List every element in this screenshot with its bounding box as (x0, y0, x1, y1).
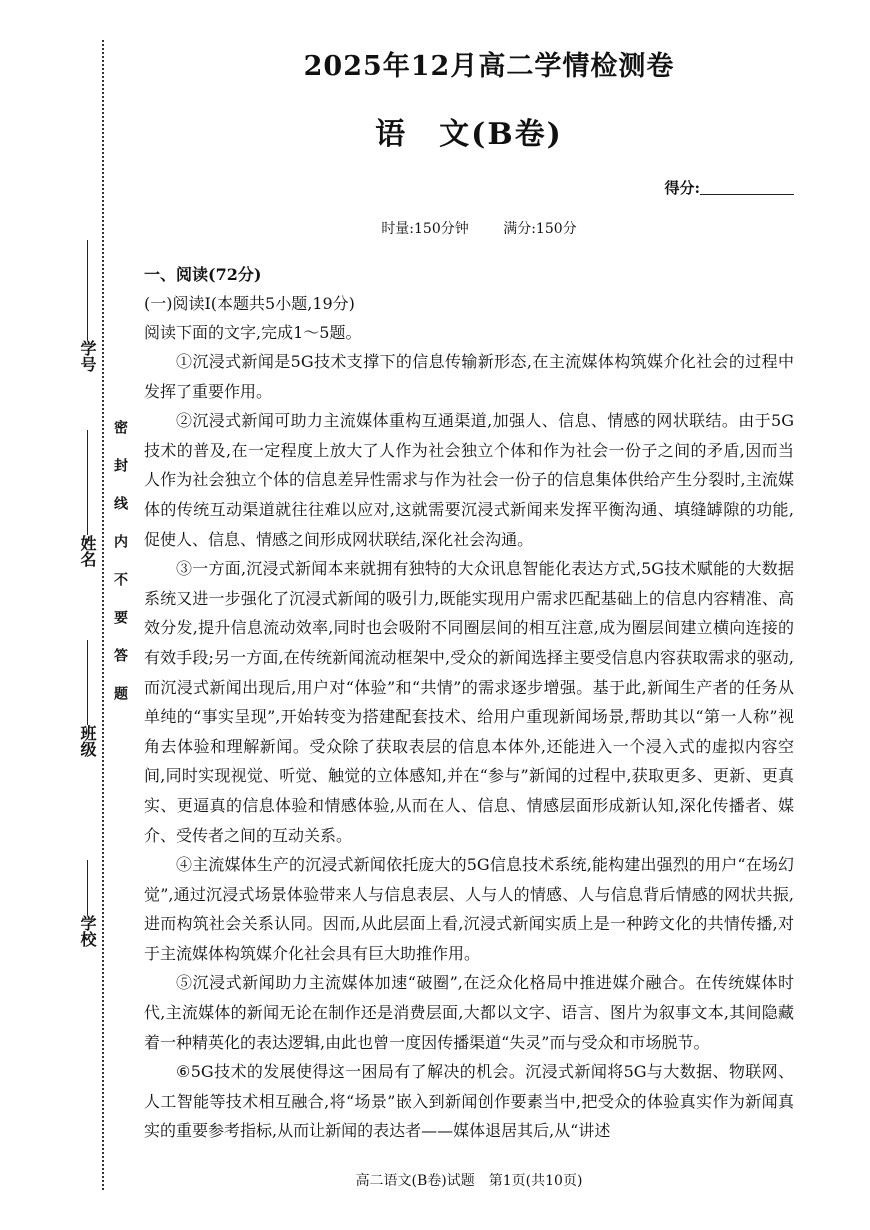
paragraph: ⑤沉浸式新闻助力主流媒体加速“破圈”,在泛众化格局中推进媒介融合。在传统媒体时代,主流媒体的新闻无论在制作还是消费层面,大都以文字、语言、图片为叙事文本,其间隐藏着一种精英化的表达逻辑,由此也曾一度因传播渠道“失灵”而与受众和市场脱节。 (144, 973, 794, 1052)
paragraph: ②沉浸式新闻可助力主流媒体重构互通渠道,加强人、信息、情感的网状联结。由于5G技术的普及,在一定程度上放大了人作为社会独立个体和作为社会一份子之间的矛盾,因而当人作为社会独立个体的信息差异性需求与作为社会一份子的信息集体供给产生分裂时,主流媒体的传统互动渠道就往往难以应对,这就需要沉浸式新闻来发挥平衡沟通、填缝罅隙的功能,促使人、信息、情感之间形成网状联结,深化社会沟通。 (144, 411, 794, 549)
exam-page (144, 44, 794, 1146)
exam-info (144, 218, 794, 238)
binding-margin (0, 0, 140, 1230)
time-limit: 时量:150分钟 (381, 221, 469, 237)
part-title: 一、阅读(72分) (144, 265, 262, 284)
student-number-blank[interactable] (87, 240, 88, 340)
sub-title: (一)阅读Ⅰ(本题共5小题,19分) (144, 294, 355, 313)
score-blank[interactable] (700, 194, 794, 195)
name-label: 姓名 (78, 535, 97, 567)
school-field[interactable] (78, 860, 96, 947)
class-field[interactable] (78, 640, 96, 757)
paragraph: ④主流媒体生产的沉浸式新闻依托庞大的5G信息技术系统,能构建出强烈的用户“在场幻觉”,通过沉浸式场景体验带来人与信息表层、人与人的情感、人与信息背后情感的网状共振,进而构筑社会关系认同。因而,从此层面上看,沉浸式新闻实质上是一种跨文化的共情传播,对于主流媒体构筑媒介化社会具有巨大助推作用。 (144, 855, 794, 963)
seal-dashed-line (102, 40, 104, 1190)
reading-passage (144, 347, 794, 1146)
student-number-field[interactable] (78, 240, 96, 372)
name-field[interactable] (78, 430, 96, 567)
page-footer: 高二语文(B卷)试题 第1页(共10页) (355, 1173, 583, 1189)
score-label: 得分: (664, 179, 700, 197)
school-blank[interactable] (87, 860, 88, 915)
seal-warning: 密封线内不要答题 (112, 420, 128, 724)
subject-title: 语 文(B卷) (375, 117, 563, 152)
name-blank[interactable] (87, 430, 88, 535)
class-label: 班级 (78, 725, 97, 757)
student-number-label: 学号 (78, 340, 97, 372)
full-score: 满分:150分 (503, 221, 577, 237)
paragraph: ③一方面,沉浸式新闻本来就拥有独特的大众讯息智能化表达方式,5G技术赋能的大数据系统又进一步强化了沉浸式新闻的吸引力,既能实现用户需求匹配基础上的信息内容精准、高效分发,提升信息流动效率,同时也会吸附不同圈层间的相互注意,成为圈层间建立横向连接的有效手段;另一方面,在传统新闻流动框架中,受众的新闻选择主要受信息内容获取需求的驱动,而沉浸式新闻出现后,用户对“体验”和“共情”的需求逐步增强。基于此,新闻生产者的任务从单纯的“事实呈现”,开始转变为搭建配套技术、给用户重现新闻场景,帮助其以“第一人称”视角去体验和理解新闻。受众除了获取表层的信息本体外,还能进入一个浸入式的虚拟内容空间,同时实现视觉、听觉、触觉的立体感知,并在“参与”新闻的过程中,获取更多、更新、更真实、更逼真的信息体验和情感体验,从而在人、信息、情感层面形成新认知,深化传播者、媒介、受传者之间的互动关系。 (144, 559, 794, 845)
paragraph: ⑥5G技术的发展使得这一困局有了解决的机会。沉浸式新闻将5G与大数据、物联网、人工智能等技术相互融合,将“场景”嵌入到新闻创作要素当中,把受众的体验真实作为新闻真实的重要参考指标,从而让新闻的表达者——媒体退居其后,从“讲述 (144, 1062, 794, 1141)
school-label: 学校 (78, 915, 97, 947)
exam-title: 2025年12月高二学情检测卷 (303, 51, 675, 82)
score-box (144, 177, 794, 198)
instruction: 阅读下面的文字,完成1～5题。 (144, 323, 362, 342)
section-header (144, 260, 794, 347)
class-blank[interactable] (87, 640, 88, 725)
paragraph: ①沉浸式新闻是5G技术支撑下的信息传输新形态,在主流媒体构筑媒介化社会的过程中发挥了重要作用。 (144, 352, 794, 401)
